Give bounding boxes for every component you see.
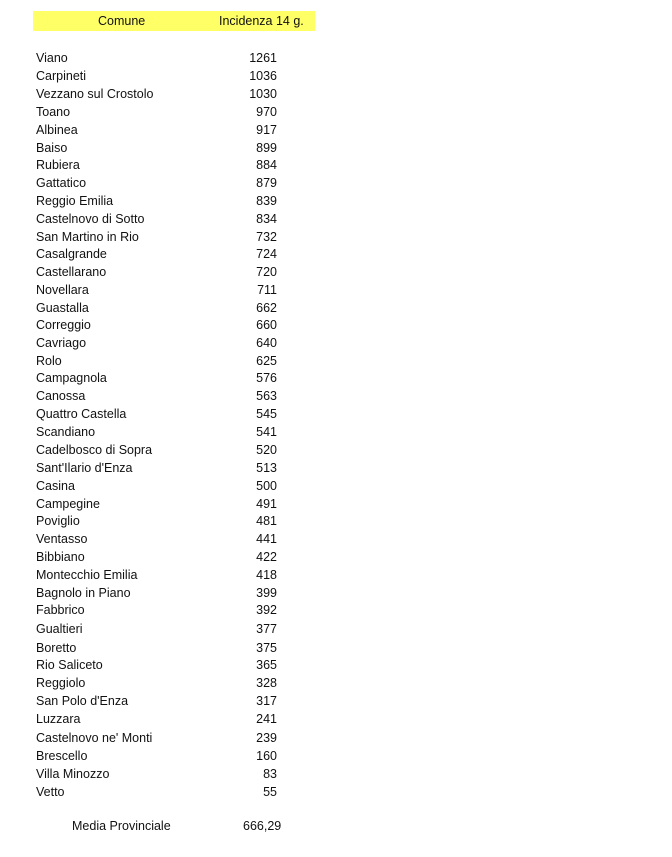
table-row (0, 496, 672, 513)
incidenza-value: 917 (256, 123, 277, 137)
comune-name: Ventasso (36, 532, 88, 546)
incidenza-value: 491 (256, 497, 277, 511)
incidenza-value: 399 (256, 586, 277, 600)
comune-name: Gualtieri (36, 622, 83, 636)
comune-name: Vezzano sul Crostolo (36, 87, 154, 101)
table-row (0, 317, 672, 334)
table-row (0, 567, 672, 584)
incidenza-value: 160 (256, 749, 277, 763)
table-row (0, 229, 672, 246)
table-row (0, 675, 672, 692)
footer-label: Media Provinciale (72, 819, 171, 833)
table-row (0, 140, 672, 157)
table-footer (0, 817, 672, 835)
incidenza-value: 500 (256, 479, 277, 493)
table-header (33, 11, 315, 31)
incidenza-value: 441 (256, 532, 277, 546)
comune-name: Cadelbosco di Sopra (36, 443, 153, 457)
incidenza-value: 563 (256, 389, 277, 403)
incidenza-value: 377 (256, 622, 277, 636)
comune-name: Brescello (36, 749, 88, 763)
comune-name: Castellarano (36, 265, 107, 279)
table-row (0, 460, 672, 477)
table-row (0, 424, 672, 441)
incidenza-value: 724 (256, 247, 277, 261)
comune-name: Luzzara (36, 712, 81, 726)
incidenza-value: 970 (256, 105, 277, 119)
table-row (0, 657, 672, 674)
incidenza-value: 1036 (249, 69, 277, 83)
table-row (0, 513, 672, 530)
comune-name: Canossa (36, 389, 86, 403)
table-row (0, 388, 672, 405)
table-row (0, 211, 672, 228)
incidenza-value: 418 (256, 568, 277, 582)
table-row (0, 693, 672, 710)
comune-name: Rubiera (36, 158, 80, 172)
incidenza-value: 55 (263, 785, 277, 799)
table-row (0, 585, 672, 602)
table-row (0, 406, 672, 423)
incidenza-value: 392 (256, 603, 277, 617)
incidenza-value: 834 (256, 212, 277, 226)
incidenza-value: 83 (263, 767, 277, 781)
incidenza-value: 520 (256, 443, 277, 457)
comune-name: Reggiolo (36, 676, 86, 690)
table-row (0, 300, 672, 317)
incidenza-value: 328 (256, 676, 277, 690)
incidenza-value: 513 (256, 461, 277, 475)
comune-name: Albinea (36, 123, 78, 137)
table-row (0, 175, 672, 192)
incidenza-value: 879 (256, 176, 277, 190)
incidenza-value: 1261 (249, 51, 277, 65)
incidenza-value: 732 (256, 230, 277, 244)
table-row (0, 86, 672, 103)
incidenza-value: 545 (256, 407, 277, 421)
comune-name: Toano (36, 105, 71, 119)
comune-name: Boretto (36, 641, 77, 655)
comune-name: Rolo (36, 354, 62, 368)
comune-name: Castelnovo di Sotto (36, 212, 145, 226)
incidenza-value: 660 (256, 318, 277, 332)
table-row (0, 442, 672, 459)
comune-name: Carpineti (36, 69, 87, 83)
incidenza-value: 899 (256, 141, 277, 155)
comune-name: Viano (36, 51, 68, 65)
table-row (0, 784, 672, 801)
comune-name: Cavriago (36, 336, 87, 350)
table-row (0, 50, 672, 67)
table-row (0, 157, 672, 174)
comune-name: Baiso (36, 141, 68, 155)
incidenza-value: 375 (256, 641, 277, 655)
incidenza-value: 317 (256, 694, 277, 708)
table-row (0, 353, 672, 370)
column-header-incidenza: Incidenza 14 g. (219, 14, 304, 28)
incidenza-value: 241 (256, 712, 277, 726)
incidenza-value: 640 (256, 336, 277, 350)
comune-name: Rio Saliceto (36, 658, 103, 672)
comune-name: Poviglio (36, 514, 80, 528)
comune-name: Bagnolo in Piano (36, 586, 131, 600)
incidenza-value: 884 (256, 158, 277, 172)
table-row (0, 748, 672, 765)
comune-name: Gattatico (36, 176, 87, 190)
comune-name: Campagnola (36, 371, 107, 385)
table-row (0, 478, 672, 495)
table-row (0, 711, 672, 728)
comune-name: Fabbrico (36, 603, 85, 617)
table-row (0, 531, 672, 548)
incidenza-value: 711 (257, 283, 277, 297)
comune-name: Castelnovo ne' Monti (36, 731, 153, 745)
table-row (0, 640, 672, 657)
table-row (0, 68, 672, 85)
incidenza-value: 576 (256, 371, 277, 385)
incidenza-value: 720 (256, 265, 277, 279)
table-row (0, 104, 672, 121)
column-header-comune: Comune (98, 14, 146, 28)
comune-name: Novellara (36, 283, 89, 297)
comune-name: Casalgrande (36, 247, 107, 261)
table-row (0, 370, 672, 387)
comune-name: Villa Minozzo (36, 767, 110, 781)
table-row (0, 766, 672, 783)
incidenza-value: 625 (256, 354, 277, 368)
comune-name: Guastalla (36, 301, 89, 315)
table-row (0, 621, 672, 638)
comune-name: Scandiano (36, 425, 96, 439)
table-row (0, 730, 672, 747)
incidenza-value: 481 (256, 514, 277, 528)
incidenza-value: 662 (256, 301, 277, 315)
table-row (0, 122, 672, 139)
comune-name: San Martino in Rio (36, 230, 139, 244)
incidenza-value: 1030 (249, 87, 277, 101)
comune-name: Vetto (36, 785, 65, 799)
comune-name: Casina (36, 479, 75, 493)
footer-value: 666,29 (243, 819, 282, 833)
table-row (0, 602, 672, 619)
incidenza-value: 839 (256, 194, 277, 208)
incidenza-value: 365 (256, 658, 277, 672)
comune-name: Montecchio Emilia (36, 568, 138, 582)
table-row (0, 264, 672, 281)
comune-name: Reggio Emilia (36, 194, 114, 208)
comune-name: Quattro Castella (36, 407, 127, 421)
comune-name: Sant'Ilario d'Enza (36, 461, 133, 475)
incidenza-value: 541 (256, 425, 277, 439)
table-row (0, 246, 672, 263)
table-row (0, 282, 672, 299)
comune-name: Correggio (36, 318, 91, 332)
table-row (0, 549, 672, 566)
comune-name: San Polo d'Enza (36, 694, 129, 708)
comune-name: Campegine (36, 497, 100, 511)
incidenza-value: 239 (256, 731, 277, 745)
table-row (0, 335, 672, 352)
table-row (0, 193, 672, 210)
comune-name: Bibbiano (36, 550, 85, 564)
incidenza-value: 422 (256, 550, 277, 564)
